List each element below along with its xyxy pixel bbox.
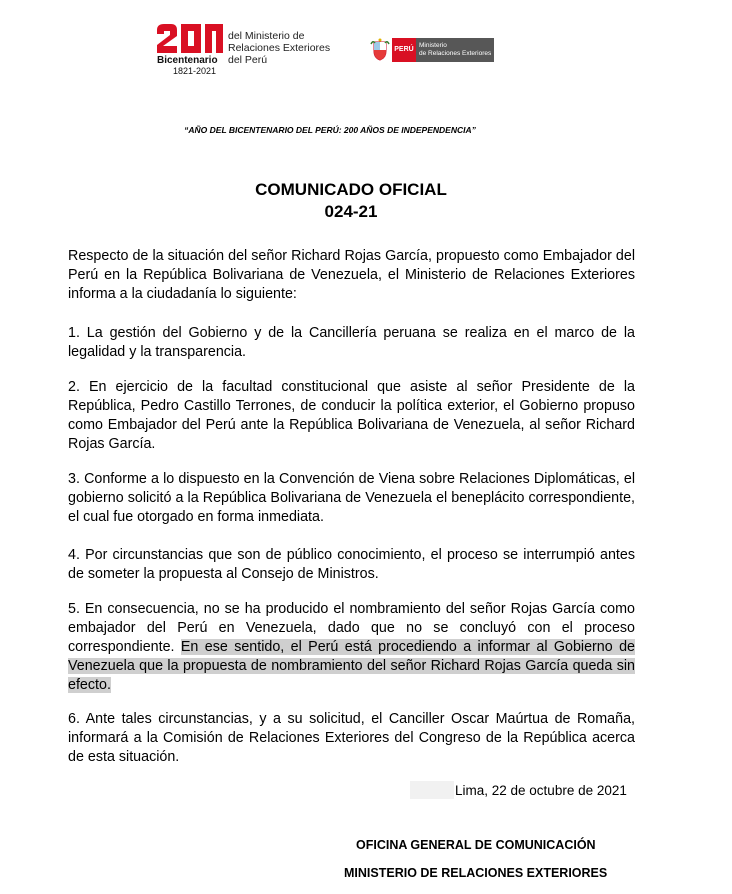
bicentenario-caption [228, 30, 330, 66]
point-paragraph: 6. Ante tales circunstancias, y a su solicitud, el Canciller Oscar Maúrtua de Romaña, informará a la Comisión de Relaciones Exteriores del Congreso de la República acerca de esta situación. [68, 711, 635, 765]
bicentenario-word: Bicentenario [157, 55, 218, 66]
point-paragraph [68, 546, 635, 584]
bicentenario-caption-line: Relaciones Exteriores [228, 42, 331, 54]
document-title-line: COMUNICADO OFICIAL [255, 180, 447, 199]
bicentenario-caption-line: del Perú [228, 54, 268, 66]
point-text: 5. En consecuencia, no se ha producido el nombramiento del señor Rojas García como embajador del Perú en Venezuela, dado que no se concluyó con el proceso correspondiente. [68, 601, 635, 655]
bicentenario-caption-line: del Ministerio de [228, 30, 305, 42]
point-paragraph: 1. La gestión del Gobierno y de la Cancillería peruana se realiza en el marco de la legalidad y la transparencia. [68, 325, 635, 360]
point-text: 4. Por circunstancias que son de público conocimiento, el proceso se interrumpió antes de someter la propuesta al Consejo de Ministros. [68, 547, 635, 582]
date-line: Lima, 22 de octubre de 2021 [455, 783, 627, 798]
peru-coat-of-arms-icon [370, 38, 390, 62]
point-paragraph [68, 600, 635, 695]
document-number: 024-21 [324, 202, 378, 221]
highlighted-text: En ese sentido, el Perú está procediendo a informar al Gobierno de Venezuela que la propuesta de nombramiento del señor Richard Rojas García queda sin efecto. [68, 639, 635, 693]
bicentenario-years: 1821-2021 [173, 66, 217, 76]
peru-brand-block: PERÚ [392, 38, 416, 62]
date-mark [410, 781, 454, 799]
bicentenario-200-mark [155, 22, 225, 56]
signature-office: OFICINA GENERAL DE COMUNICACIÓN [356, 838, 596, 852]
ministry-brand-line: de Relaciones Exteriores [419, 50, 492, 57]
intro-paragraph: Respecto de la situación del señor Richard Rojas García, propuesto como Embajador del Perú en la República Bolivariana de Venezuela, el Ministerio de Relaciones Exteriores informa a la ciudadanía lo siguiente: [68, 248, 635, 302]
ministry-brand-line: Ministerio [419, 42, 447, 49]
ministry-brand-block [416, 38, 494, 62]
year-motto: “AÑO DEL BICENTENARIO DEL PERÚ: 200 AÑOS DE INDEPENDENCIA” [184, 125, 476, 135]
signature-ministry: MINISTERIO DE RELACIONES EXTERIORES [344, 866, 608, 880]
point-paragraph: 2. En ejercicio de la facultad constitucional que asiste al señor Presidente de la República, Pedro Castillo Terrones, de conducir la política exterior, el Gobierno propuso como Embajador del Perú ante la República Bolivariana de Venezuela, al señor Richard Rojas García. [68, 379, 635, 452]
document-title [0, 179, 702, 223]
point-paragraph: 3. Conforme a lo dispuesto en la Convención de Viena sobre Relaciones Diplomáticas, el gobierno solicitó a la República Bolivariana de Venezuela el beneplácito correspondiente, el cual fue otorgado en forma inmediata. [68, 471, 635, 525]
